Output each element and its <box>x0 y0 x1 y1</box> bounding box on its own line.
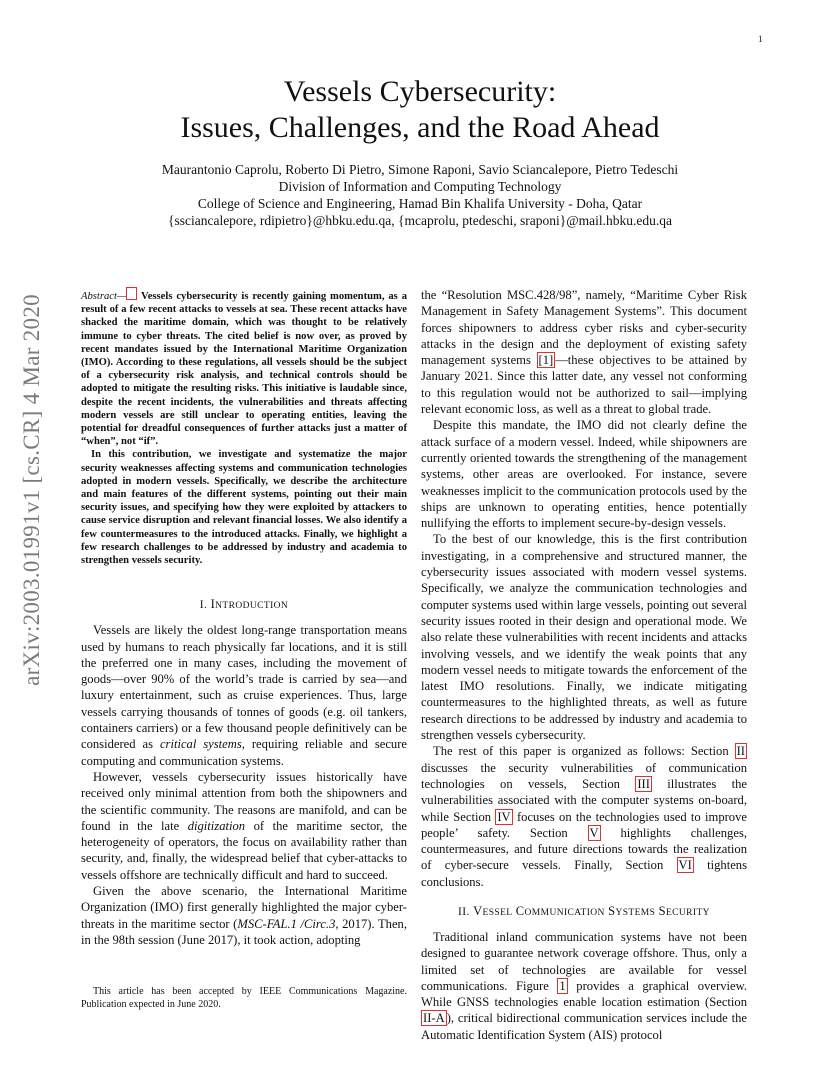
intro-p3-end: , 2017). Then, in the 98th session (June 2017), it took action, adopting <box>81 916 407 947</box>
section-iv-link[interactable]: IV <box>497 809 511 824</box>
intro-p2-emphasis: digitization <box>187 818 246 833</box>
arxiv-identifier: arXiv:2003.01991v1 [cs.CR] 4 Mar 2020 <box>19 294 44 686</box>
section-title-initial: I <box>210 597 216 612</box>
section-heading-introduction <box>81 597 407 612</box>
right-paragraph-2: Despite this mandate, the IMO did not clearly define the attack surface of a modern vessel. Indeed, while shipowners are currently oriented towards the strengthening of the management systems, other areas are overlooked. For instance, severe weaknesses implicit to the communication protocols used by the ships are unknown to operating entities, hence potentially nullifying the efforts to implement secure-by-design vessels. <box>421 418 747 531</box>
section-title-initial: S <box>658 903 666 918</box>
section-ii-text-a: Traditional inland communication systems have not been designed to guarantee network coverage offshore. Thus, only a limited set of technologies are available for vessel communications. Figure <box>421 929 747 993</box>
citation-link[interactable]: [1] <box>538 353 554 368</box>
intro-p1-emphasis: critical systems <box>159 737 242 752</box>
section-vi-link[interactable]: VI <box>678 858 692 873</box>
intro-p2-text: However, vessels cybersecurity issues historically have received only minimal attention from both the shipowners and the scientific community. The reasons are manifold, and can be found in the late <box>81 769 407 833</box>
author-emails: {ssciancalepore, rdipietro}@hbku.edu.qa, {mcaprolu, ptedeschi, sraponi}@mail.hbku.edu.qa <box>167 213 672 228</box>
abstract-dash: — <box>116 291 127 302</box>
section-title-rest: ECURITY <box>665 907 710 918</box>
link-marker-icon <box>126 287 137 300</box>
intro-paragraph-2 <box>81 769 407 883</box>
intro-p2-end: of the maritime sector, the heterogeneity of operators, the focus on availability rather than security, and, finally, the widespread belief that cyber-attacks to vessels offshore are technically difficult and hard to succeed. <box>81 818 407 882</box>
section-title-rest: ESSEL <box>482 907 513 918</box>
section-ii-body <box>421 929 747 1043</box>
abstract-paragraph-1 <box>81 287 407 448</box>
section-title-initial: S <box>608 903 616 918</box>
outline-text-b: discusses the security vulnerabilities of communication technologies on vessels, Section <box>421 760 747 791</box>
intro-paragraph-1 <box>81 622 407 769</box>
abstract-paragraph-2: In this contribution, we investigate and systematize the major security weaknesses affecting systems and communication technologies adopted in modern vessels. Specifically, we describe the architecture and main features of the different systems, pointing out their main security issues, and specifying how they were exploited by attackers to cause service disruption and relevant financial losses. We also identify a few countermeasures to the introduced attacks. Finally, we highlight a few research challenges to be addressed by industry and academia to strengthen vessels security. <box>81 449 407 567</box>
left-column <box>81 287 407 948</box>
footnote: This article has been accepted by IEEE Communications Magazine. Publication expected in June 2020. <box>81 986 407 1010</box>
abstract-label: Abstract <box>81 291 117 302</box>
outline-text-f: tightens conclusions. <box>421 858 747 889</box>
title-line-1: Vessels Cybersecurity: <box>283 75 557 108</box>
right-body <box>421 287 747 890</box>
abstract-text-1: Vessels cybersecurity is recently gaining momentum, as a result of a few recent attacks to vessels at sea. These recent attacks have shacked the maritime domain, which was thought to be relatively immune to cyber threats. The cited belief is now over, as proved by recent mandates issued by the International Maritime Organization (IMO). According to these regulations, all vessels should be the subject of a cybersecurity risk analysis, and technical controls should be adopted to mitigate the resulting risks. This initiative is laudable since, despite the recent incidents, the vulnerabilities and threats affecting modern vessels are still unclear to operating entities, leaving the potential for dreadful consequences of further attacks just a matter of “when”, not “if”. <box>81 291 407 448</box>
affiliation-division: Division of Information and Computing Technology <box>278 179 562 194</box>
section-title-initial: C <box>515 903 525 918</box>
paper-title <box>80 74 760 146</box>
intro-p1-text: Vessels are likely the oldest long-range transportation means used by humans to reach physically far locations, and it is still the preferred one in many cases, including the movement of goods—over 90% of the world’s trade is carried by sea—and luxury entertainment, such as cruise experiences. Thus, large vessels carrying thousands of tonnes of goods (e.g. oil tankers, containers carriers) or a few thousand people definitively can be considered as <box>81 623 407 752</box>
section-title-rest: OMMUNICATION <box>524 907 605 918</box>
right-column <box>421 287 747 1043</box>
right-paragraph-4 <box>421 743 747 890</box>
outline-text-a: The rest of this paper is organized as follows: Section <box>433 744 735 759</box>
section-ii-text-b: provides a graphical overview. While GNSS technologies enable location estimation (Section <box>421 978 747 1010</box>
section-ii-paragraph-1 <box>421 929 747 1043</box>
affiliation-college: College of Science and Engineering, Hamad Bin Khalifa University - Doha, Qatar <box>197 196 643 211</box>
page-number: 1 <box>758 34 763 44</box>
figure-1-link[interactable]: 1 <box>559 978 566 993</box>
section-number: II. <box>458 905 470 918</box>
section-ii-link[interactable]: II <box>736 744 745 759</box>
section-ii-text-c: ), critical bidirectional communication services include the Automatic Identification System (AIS) protocol <box>421 1011 747 1042</box>
intro-p3-text: Given the above scenario, the International Maritime Organization (IMO) first generally highlighted the major cyber-threats in the maritime sector ( <box>81 884 407 931</box>
outline-text-c: illustrates the vulnerabilities associated with the computer systems on-board, while Section <box>421 776 747 824</box>
section-number: I. <box>199 599 208 612</box>
outline-text-e: highlights challenges, countermeasures, and future directions towards the realization of cyber-secure vessels. Finally, Section <box>421 825 747 873</box>
right-p1-text: the “Resolution MSC.428/98”, namely, “Maritime Cyber Risk Management in Safety Management Systems”. This document forces shipowners to address cyber risks and cyber-security attacks in the design and the deployment of existing safety management systems <box>421 288 747 368</box>
section-heading-vessel-communication <box>421 904 747 919</box>
arxiv-side-stamp <box>4 290 60 690</box>
title-block <box>80 74 760 229</box>
section-title-initial: V <box>473 903 483 918</box>
section-title-rest: YSTEMS <box>615 907 656 918</box>
section-iii-link[interactable]: III <box>637 776 650 791</box>
author-names: Maurantonio Caprolu, Roberto Di Pietro, Simone Raponi, Savio Sciancalepore, Pietro Tedeschi <box>161 162 679 177</box>
intro-p3-emphasis: MSC-FAL.1 /Circ.3 <box>237 916 336 931</box>
author-block <box>80 161 760 229</box>
section-v-link[interactable]: V <box>589 825 599 840</box>
intro-paragraph-3 <box>81 883 407 948</box>
outline-text-d: focuses on the technologies used to improve people’ safety. Section <box>421 809 747 840</box>
title-line-2: Issues, Challenges, and the Road Ahead <box>180 111 660 144</box>
section-ii-a-link[interactable]: II-A <box>423 1011 445 1026</box>
abstract <box>81 287 407 567</box>
right-paragraph-3: To the best of our knowledge, this is the first contribution investigating, in a comprehensive and structured manner, the cybersecurity issues associated with modern vessel systems. Specifically, we analyze the communication technologies and computer systems used within large vessels, pointing out several security issues rooted in their design and operational mode. We also relate these vulnerabilities with recent incidents and attacks involving vessels, and we identify the weak points that any modern vessel needs to mitigate towards the enforcement of the latest IMO resolutions. Finally, we indicate mitigating countermeasures to the highlighted threats, as well as future research directions to be addressed by industry and academia to strengthen vessels cybersecurity. <box>421 532 747 743</box>
right-paragraph-1 <box>421 287 747 417</box>
intro-p1-end: , requiring reliable and secure computing and communication systems. <box>81 737 407 768</box>
section-title-rest: NTRODUCTION <box>215 601 289 612</box>
introduction-body <box>81 622 407 948</box>
right-p1-end: —these objectives to be attained by January 2021. Since this latter date, any vessel not conforming to this regulation would not be authorized to sail—implying relevant economic loss, as well as a threat to global trade. <box>421 353 748 417</box>
